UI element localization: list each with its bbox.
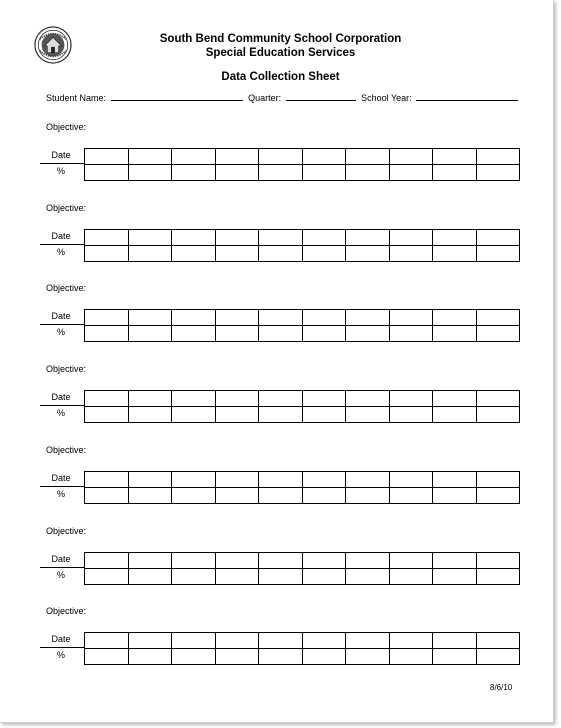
objective-section xyxy=(0,526,561,606)
date-cell[interactable] xyxy=(433,391,477,407)
percent-cell[interactable] xyxy=(476,568,520,584)
date-cell[interactable] xyxy=(215,229,259,245)
percent-cell[interactable] xyxy=(433,649,477,665)
date-cell[interactable] xyxy=(346,552,390,568)
percent-cell[interactable] xyxy=(85,326,129,342)
date-cell[interactable] xyxy=(346,229,390,245)
percent-cell[interactable] xyxy=(476,649,520,665)
date-row xyxy=(85,310,520,326)
percent-cell[interactable] xyxy=(389,245,433,261)
percent-cell[interactable] xyxy=(346,245,390,261)
percent-cell[interactable] xyxy=(389,407,433,423)
date-cell[interactable] xyxy=(172,391,216,407)
date-cell[interactable] xyxy=(215,552,259,568)
percent-cell[interactable] xyxy=(389,326,433,342)
percent-cell[interactable] xyxy=(302,568,346,584)
date-cell[interactable] xyxy=(85,149,129,165)
data-grid xyxy=(84,632,520,665)
date-cell[interactable] xyxy=(476,310,520,326)
percent-cell[interactable] xyxy=(259,165,303,181)
date-cell[interactable] xyxy=(433,471,477,487)
date-cell[interactable] xyxy=(389,552,433,568)
date-cell[interactable] xyxy=(215,310,259,326)
percent-row-label: % xyxy=(56,650,65,661)
data-grid xyxy=(84,552,520,585)
percent-cell[interactable] xyxy=(259,568,303,584)
date-cell[interactable] xyxy=(259,633,303,649)
percent-cell[interactable] xyxy=(389,165,433,181)
date-cell[interactable] xyxy=(433,552,477,568)
date-cell[interactable] xyxy=(85,391,129,407)
date-cell[interactable] xyxy=(128,310,172,326)
date-cell[interactable] xyxy=(346,310,390,326)
date-cell[interactable] xyxy=(259,391,303,407)
date-row xyxy=(85,633,520,649)
date-cell[interactable] xyxy=(259,552,303,568)
objective-section xyxy=(0,606,561,686)
row-divider xyxy=(40,244,85,245)
percent-cell[interactable] xyxy=(259,407,303,423)
organization-name: South Bend Community School Corporation xyxy=(159,33,402,45)
row-divider xyxy=(40,405,85,406)
date-cell[interactable] xyxy=(85,471,129,487)
date-cell[interactable] xyxy=(172,229,216,245)
percent-cell[interactable] xyxy=(433,326,477,342)
percent-row xyxy=(85,568,520,584)
percent-cell[interactable] xyxy=(215,487,259,503)
date-cell[interactable] xyxy=(128,149,172,165)
date-cell[interactable] xyxy=(476,633,520,649)
percent-cell[interactable] xyxy=(85,165,129,181)
percent-cell[interactable] xyxy=(172,326,216,342)
percent-cell[interactable] xyxy=(476,245,520,261)
date-row-label: Date xyxy=(51,230,71,241)
date-cell[interactable] xyxy=(433,229,477,245)
quarter-label: Quarter: xyxy=(248,93,282,103)
date-cell[interactable] xyxy=(128,471,172,487)
percent-cell[interactable] xyxy=(85,568,129,584)
objective-label: Objective: xyxy=(46,364,87,375)
objective-label: Objective: xyxy=(46,525,87,536)
percent-cell[interactable] xyxy=(302,165,346,181)
date-cell[interactable] xyxy=(215,149,259,165)
percent-cell[interactable] xyxy=(346,326,390,342)
date-cell[interactable] xyxy=(128,633,172,649)
date-cell[interactable] xyxy=(389,149,433,165)
percent-cell[interactable] xyxy=(476,487,520,503)
date-row-label: Date xyxy=(51,553,71,564)
data-grid xyxy=(84,309,520,342)
percent-row-label: % xyxy=(56,246,65,257)
date-row-label: Date xyxy=(51,311,71,322)
row-divider xyxy=(40,647,85,648)
date-cell[interactable] xyxy=(346,633,390,649)
date-cell[interactable] xyxy=(302,149,346,165)
row-divider xyxy=(40,567,85,568)
objective-label: Objective: xyxy=(46,444,87,455)
percent-cell[interactable] xyxy=(215,165,259,181)
row-divider xyxy=(40,324,85,325)
percent-cell[interactable] xyxy=(433,245,477,261)
percent-cell[interactable] xyxy=(172,487,216,503)
percent-cell[interactable] xyxy=(476,407,520,423)
date-cell[interactable] xyxy=(302,229,346,245)
revision-date: 8/6/10 xyxy=(490,683,513,692)
date-cell[interactable] xyxy=(389,229,433,245)
date-cell[interactable] xyxy=(259,471,303,487)
percent-cell[interactable] xyxy=(128,245,172,261)
percent-cell[interactable] xyxy=(172,568,216,584)
date-cell[interactable] xyxy=(172,149,216,165)
date-row xyxy=(85,229,520,245)
sheet-title: Data Collection Sheet xyxy=(221,71,340,83)
date-cell[interactable] xyxy=(259,149,303,165)
date-cell[interactable] xyxy=(476,552,520,568)
date-cell[interactable] xyxy=(476,149,520,165)
objective-section xyxy=(0,364,561,444)
date-cell[interactable] xyxy=(389,471,433,487)
date-row-label: Date xyxy=(51,150,71,160)
percent-cell[interactable] xyxy=(476,165,520,181)
date-cell[interactable] xyxy=(346,471,390,487)
percent-cell[interactable] xyxy=(128,487,172,503)
percent-row-label: % xyxy=(56,408,65,419)
objective-label: Objective: xyxy=(46,122,87,132)
percent-cell[interactable] xyxy=(85,407,129,423)
percent-row xyxy=(85,407,520,423)
date-cell[interactable] xyxy=(172,471,216,487)
percent-cell[interactable] xyxy=(85,487,129,503)
row-divider xyxy=(40,486,85,487)
date-cell[interactable] xyxy=(215,471,259,487)
date-row xyxy=(85,471,520,487)
date-cell[interactable] xyxy=(476,391,520,407)
percent-row xyxy=(85,165,520,181)
percent-cell[interactable] xyxy=(215,649,259,665)
date-cell[interactable] xyxy=(128,552,172,568)
percent-row xyxy=(85,326,520,342)
percent-cell[interactable] xyxy=(389,568,433,584)
date-cell[interactable] xyxy=(128,391,172,407)
data-grid xyxy=(84,390,520,423)
percent-row-label: % xyxy=(56,569,65,580)
data-grid xyxy=(84,471,520,504)
objective-label: Objective: xyxy=(46,606,87,617)
date-row-label: Date xyxy=(51,392,71,403)
date-cell[interactable] xyxy=(433,310,477,326)
school-year-label: School Year: xyxy=(361,93,412,103)
percent-cell[interactable] xyxy=(346,165,390,181)
date-cell[interactable] xyxy=(85,633,129,649)
percent-cell[interactable] xyxy=(215,326,259,342)
percent-cell[interactable] xyxy=(128,165,172,181)
percent-row-label: % xyxy=(56,166,65,176)
percent-row xyxy=(85,487,520,503)
percent-cell[interactable] xyxy=(215,407,259,423)
document-header xyxy=(0,32,561,60)
percent-cell[interactable] xyxy=(302,649,346,665)
objective-section xyxy=(0,203,561,283)
date-cell[interactable] xyxy=(389,310,433,326)
date-cell[interactable] xyxy=(346,391,390,407)
percent-cell[interactable] xyxy=(259,245,303,261)
date-cell[interactable] xyxy=(259,310,303,326)
objective-label: Objective: xyxy=(46,283,87,294)
objective-section xyxy=(0,445,561,525)
percent-cell[interactable] xyxy=(302,245,346,261)
date-cell[interactable] xyxy=(302,391,346,407)
percent-cell[interactable] xyxy=(215,568,259,584)
row-divider xyxy=(40,163,85,164)
date-cell[interactable] xyxy=(128,229,172,245)
percent-cell[interactable] xyxy=(172,245,216,261)
date-row xyxy=(85,149,520,165)
date-cell[interactable] xyxy=(433,149,477,165)
date-cell[interactable] xyxy=(259,229,303,245)
date-cell[interactable] xyxy=(85,229,129,245)
date-cell[interactable] xyxy=(476,471,520,487)
quarter-field[interactable] xyxy=(286,91,356,101)
percent-cell[interactable] xyxy=(302,487,346,503)
percent-cell[interactable] xyxy=(346,568,390,584)
percent-cell[interactable] xyxy=(302,326,346,342)
date-cell[interactable] xyxy=(433,633,477,649)
percent-row xyxy=(85,245,520,261)
date-row-label: Date xyxy=(51,472,71,483)
school-year-field[interactable] xyxy=(416,91,518,101)
date-cell[interactable] xyxy=(302,471,346,487)
percent-cell[interactable] xyxy=(433,407,477,423)
percent-cell[interactable] xyxy=(128,649,172,665)
date-cell[interactable] xyxy=(346,149,390,165)
date-cell[interactable] xyxy=(476,229,520,245)
percent-cell[interactable] xyxy=(302,407,346,423)
data-grid xyxy=(84,229,520,262)
percent-cell[interactable] xyxy=(433,568,477,584)
date-cell[interactable] xyxy=(302,633,346,649)
percent-cell[interactable] xyxy=(346,649,390,665)
percent-cell[interactable] xyxy=(346,487,390,503)
department-name: Special Education Services xyxy=(205,47,356,59)
percent-cell[interactable] xyxy=(259,326,303,342)
student-name-field[interactable] xyxy=(111,91,243,101)
percent-cell[interactable] xyxy=(85,649,129,665)
percent-cell[interactable] xyxy=(128,568,172,584)
percent-cell[interactable] xyxy=(128,407,172,423)
percent-cell[interactable] xyxy=(433,487,477,503)
percent-cell[interactable] xyxy=(433,165,477,181)
date-cell[interactable] xyxy=(215,391,259,407)
percent-cell[interactable] xyxy=(215,245,259,261)
percent-cell[interactable] xyxy=(172,649,216,665)
percent-row-label: % xyxy=(56,327,65,338)
student-info-row xyxy=(46,91,521,103)
objective-label: Objective: xyxy=(46,202,87,213)
date-row xyxy=(85,391,520,407)
percent-cell[interactable] xyxy=(476,326,520,342)
date-cell[interactable] xyxy=(215,633,259,649)
date-cell[interactable] xyxy=(302,310,346,326)
date-cell[interactable] xyxy=(172,633,216,649)
percent-row-label: % xyxy=(56,488,65,499)
data-grid xyxy=(84,148,520,181)
percent-cell[interactable] xyxy=(85,245,129,261)
percent-cell[interactable] xyxy=(259,487,303,503)
percent-cell[interactable] xyxy=(172,165,216,181)
date-cell[interactable] xyxy=(389,633,433,649)
date-cell[interactable] xyxy=(302,552,346,568)
date-row-label: Date xyxy=(51,634,71,645)
percent-cell[interactable] xyxy=(259,649,303,665)
percent-cell[interactable] xyxy=(346,407,390,423)
percent-cell[interactable] xyxy=(389,487,433,503)
student-name-label: Student Name: xyxy=(46,93,107,103)
objective-section xyxy=(0,283,561,363)
percent-row xyxy=(85,649,520,665)
date-cell[interactable] xyxy=(85,552,129,568)
percent-cell[interactable] xyxy=(128,326,172,342)
date-row xyxy=(85,552,520,568)
percent-cell[interactable] xyxy=(389,649,433,665)
objective-section xyxy=(0,122,561,202)
date-cell[interactable] xyxy=(85,310,129,326)
percent-cell[interactable] xyxy=(172,407,216,423)
date-cell[interactable] xyxy=(172,310,216,326)
date-cell[interactable] xyxy=(389,391,433,407)
date-cell[interactable] xyxy=(172,552,216,568)
